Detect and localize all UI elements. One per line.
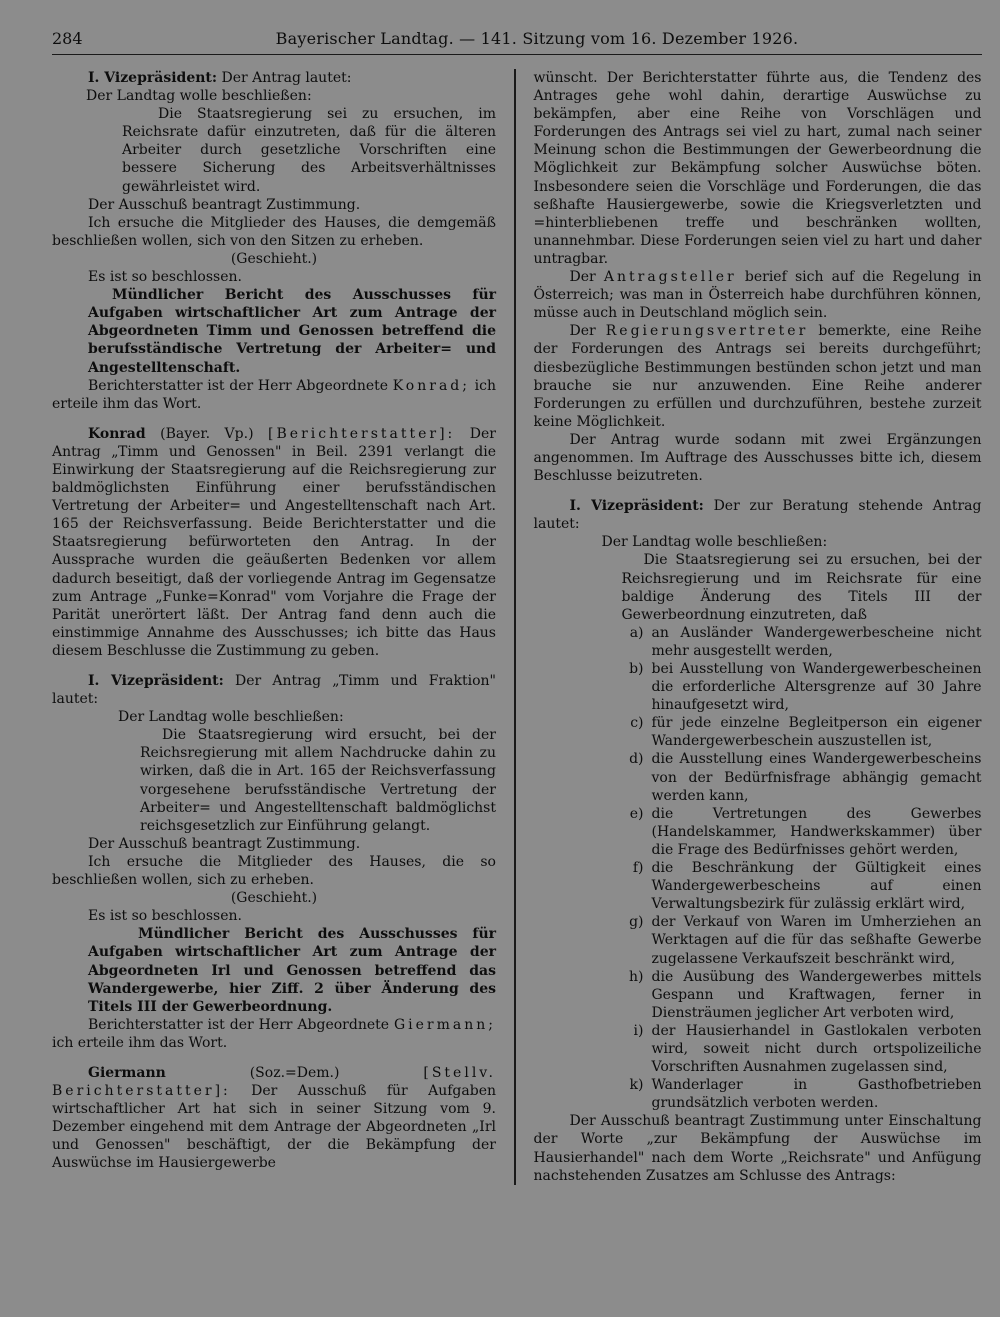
motion-item-label: e) <box>629 805 644 822</box>
paragraph: (Geschieht.) <box>230 890 318 907</box>
report-heading: Mündlicher Bericht des Ausschusses für Aufgaben wirtschaftlicher Art zum Antrage der Abgeordneten Timm und Genossen betreffend die berufsständische Vertretung der Arbeiter= und Angestelltenschaft. <box>88 287 496 376</box>
motion-item-label: a) <box>629 624 644 641</box>
motion-item-label: i) <box>633 1022 644 1039</box>
paragraph: Berichterstatter ist der Herr Abgeordnete Konrad; ich erteile ihm das Wort. <box>52 377 496 412</box>
motion-item-label: d) <box>629 751 644 768</box>
motion-item-label: c) <box>630 715 644 732</box>
paragraph: Der Ausschuß beantragt Zustimmung. <box>88 196 361 213</box>
paragraph: Ich ersuche die Mitglieder des Hauses, die demgemäß beschließen wollen, sich von den Sitzen zu erheben. <box>52 214 496 249</box>
page-header <box>52 30 982 55</box>
speaker-name: I. Vizepräsident: <box>88 70 218 86</box>
running-head: Bayerischer Landtag. — 141. Sitzung vom 16. Dezember 1926. <box>275 29 799 48</box>
report-heading: Mündlicher Bericht des Ausschusses für Aufgaben wirtschaftlicher Art zum Antrage der Abgeordneten Irl und Genossen betreffend das Wandergewerbe, hier Ziff. 2 über Änderung des Titels III der Gewerbeordnung. <box>88 926 496 1015</box>
quoted-motion: Die Staatsregierung wird ersucht, bei der Reichsregierung mit allem Nachdrucke dahin zu wirken, daß die in Art. 165 der Reichsverfassung vorgesehene berufsständische Vertretung der Arbeiter= und Angestelltenschaft baldmöglichst reichsgesetzlich zur Einführung gelangt. <box>140 727 496 834</box>
left-column <box>52 69 496 1185</box>
paragraph: Der Antrag wurde sodann mit zwei Ergänzungen angenommen. Im Auftrage des Ausschusses bitte ich, diesem Beschlusse beizutreten. <box>533 431 982 485</box>
paragraph: Giermann (Soz.=Dem.) [Stellv. Berichterstatter]: Der Ausschuß für Aufgaben wirtschaftlicher Art hat sich in seiner Sitzung vom 9. Dezember eingehend mit dem Antrage der Abgeordneten „Irl und Genossen" beschäftigt, der die Bekämpfung der Auswüchse im Hausiergewerbe <box>52 1064 497 1172</box>
paragraph: Der Landtag wolle beschließen: <box>86 88 312 105</box>
speaker-name: Giermann <box>88 1064 166 1081</box>
paragraph: Der Landtag wolle beschließen: <box>118 709 344 726</box>
text-columns <box>52 69 982 1185</box>
paragraph: Es ist so beschlossen. <box>88 269 242 286</box>
paragraph: Ich ersuche die Mitglieder des Hauses, die so beschließen wollen, sich zu erheben. <box>52 853 496 889</box>
speaker-name: I. Vizepräsident: <box>88 673 224 689</box>
right-column <box>534 69 982 1185</box>
paragraph: Konrad (Bayer. Vp.) [Berichterstatter]: Der Antrag „Timm und Genossen" in Beil. 2391 verlangt die Einwirkung der Staatsregierung auf die Reichsregierung zur baldmöglichsten Einführung einer berufsständischen Vertretung der Arbeiter= und Angestelltenschaft nach Art. 165 der Reichsverfassung. Beide Berichterstatter und die Staatsregierung befürworteten den Antrag. In der Aussprache wurden die geäußerten Bedenken vor allem dadurch beseitigt, daß der vorliegende Antrag im Gegensatze zum Antrage „Funke=Konrad" vom Vorjahre die Frage der Parität unerörtert läßt. Der Antrag fand denn auch die einstimmige Annahme des Ausschusses; ich bitte das Haus diesem Beschlusse die Zustimmung zu geben. <box>52 425 496 659</box>
motion-item <box>622 1076 982 1112</box>
motion-item <box>622 1022 982 1076</box>
motion-item-list <box>534 624 982 1113</box>
paragraph: (Geschieht.) <box>230 250 318 267</box>
motion-item-label: b) <box>629 661 644 677</box>
motion-item-text: die Ausübung des Wandergewerbes mittels Gespann und Kraftwagen, ferner in Diensträumen jeglicher Art verboten wird, <box>651 968 982 1021</box>
paragraph: Der Regierungsvertreter bemerkte, eine Reihe der Forderungen des Antrags sei bereits durchgeführt; diesbezügliche Bestimmungen bestünden schon jetzt und man brauche sie nur anzuwenden. Eine Reihe anderer Forderungen zu erfüllen und durchzuführen, bestehe zurzeit keine Möglichkeit. <box>533 323 982 430</box>
motion-item <box>622 968 982 1022</box>
paragraph: Der Ausschuß beantragt Zustimmung unter Einschaltung der Worte „zur Bekämpfung der Auswüchse im Hausierhandel" nach dem Worte „Reichsrate" und Anfügung nachstehenden Zusatzes am Schlusse des Antrags: <box>533 1113 982 1184</box>
paragraph: Berichterstatter ist der Herr Abgeordnete Giermann; ich erteile ihm das Wort. <box>52 1016 496 1051</box>
paragraph: Der Ausschuß beantragt Zustimmung. <box>88 835 361 852</box>
speaker-name: Konrad <box>88 425 146 442</box>
motion-item-text: die Vertretungen des Gewerbes (Handelskammer, Handwerkskammer) über die Frage des Bedürfnisses gehört werden, <box>651 805 982 858</box>
paragraph: I. Vizepräsident: Der Antrag lautet: <box>88 70 352 86</box>
motion-item <box>622 913 982 967</box>
motion-item-text: die Ausstellung eines Wandergewerbescheins von der Bedürfnisfrage abhängig gemacht werden kann, <box>651 751 982 804</box>
motion-item <box>622 805 982 859</box>
motion-item-text: bei Ausstellung von Wandergewerbescheinen die erforderliche Altersgrenze auf 30 Jahre hinaufgesetzt wird, <box>651 661 982 714</box>
paragraph: Es ist so beschlossen. <box>88 908 242 925</box>
motion-item <box>622 714 982 750</box>
speaker-name: I. Vizepräsident: <box>569 498 704 515</box>
motion-item-text: die Beschränkung der Gültigkeit eines Wandergewerbescheins auf einen Verwaltungsbezirk für zulässig erklärt wird, <box>651 860 982 913</box>
motion-item-label: h) <box>629 968 644 985</box>
motion-item-text: der Hausierhandel in Gastlokalen verboten wird, soweit nicht durch ortspolizeiliche Vorschriften Ausnahmen zugelassen sind, <box>651 1022 982 1076</box>
motion-item-label: g) <box>629 914 644 931</box>
column-divider <box>514 69 516 1185</box>
paragraph: wünscht. Der Berichterstatter führte aus, die Tendenz des Antrages gehe wohl dahin, derartige Auswüchse zu bekämpfen, aber eine Reihe von Vorschlägen und Forderungen des Antrags sei viel zu hart, zumal nach seiner Meinung schon die Bestimmungen der Gewerbeordnung die Möglichkeit zur Bekämpfung solcher Auswüchse böten. Insbesondere seien die Vorschläge und Forderungen, die das seßhafte Hausiergewerbe, sowie die Kriegsverletzten und =hinterbliebenen treffe und beschränken wollten, unannehmbar. Diese Forderungen seien viel zu hart und daher untragbar. <box>533 70 982 267</box>
paragraph: Der Antragsteller berief sich auf die Regelung in Österreich; was man in Österreich habe durchführen können, müsse auch in Deutschland möglich sein. <box>533 269 982 322</box>
paragraph: I. Vizepräsident: Der zur Beratung stehende Antrag lautet: <box>533 498 982 533</box>
paragraph: I. Vizepräsident: Der Antrag „Timm und Fraktion" lautet: <box>52 673 496 708</box>
motion-item-text: der Verkauf von Waren im Umherziehen an Werktagen auf die für das seßhafte Gewerbe zugelassene Verkaufszeit beschränkt wird, <box>651 914 982 967</box>
motion-item-label: k) <box>629 1077 644 1094</box>
motion-item-label: f) <box>632 860 644 877</box>
motion-item <box>622 750 982 804</box>
motion-item-text: Wanderlager in Gasthofbetrieben grundsätzlich verboten werden. <box>651 1077 982 1112</box>
motion-item-text: für jede einzelne Begleitperson ein eigener Wandergewerbeschein auszustellen ist, <box>651 715 982 750</box>
motion-item <box>622 624 982 660</box>
quoted-motion: Die Staatsregierung sei zu ersuchen, im Reichsrate dafür einzutreten, daß für die älteren Arbeiter durch gesetzliche Vorschriften eine bessere Sicherung des Arbeitsverhältnisses gewährleistet wird. <box>122 106 496 195</box>
quoted-motion: Die Staatsregierung sei zu ersuchen, bei der Reichsregierung und im Reichsrate für eine baldige Änderung des Titels III der Gewerbeordnung einzutreten, daß <box>621 552 982 623</box>
motion-item-text: an Ausländer Wandergewerbescheine nicht mehr ausgestellt werden, <box>651 624 982 659</box>
motion-item <box>622 660 982 714</box>
paragraph: Der Landtag wolle beschließen: <box>601 534 828 551</box>
page-number: 284 <box>52 29 83 48</box>
motion-item <box>622 859 982 913</box>
